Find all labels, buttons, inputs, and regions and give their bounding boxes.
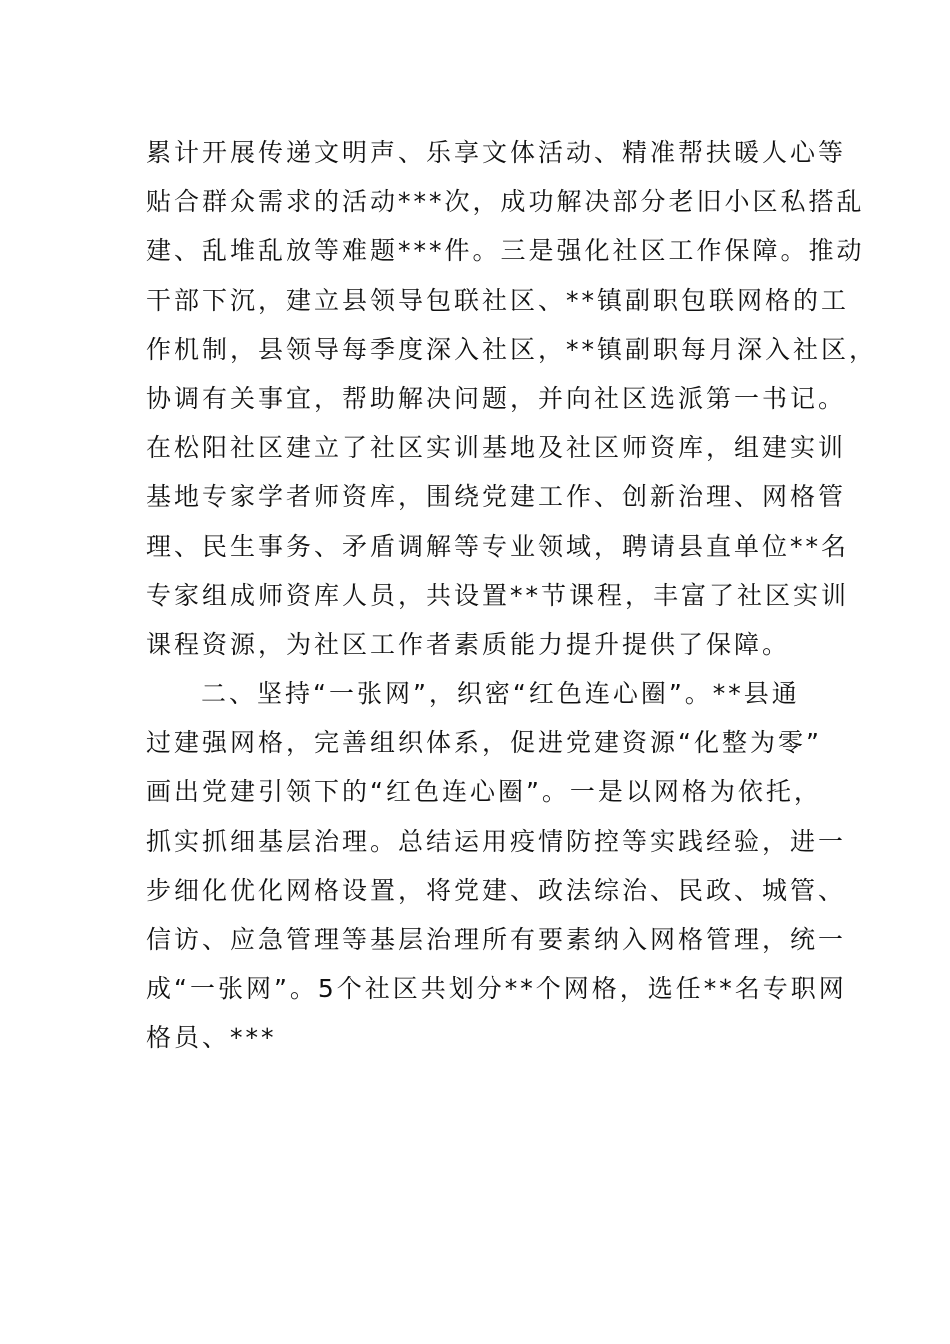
text-line: 画出党建引领下的“红色连心圈”。一是以网格为依托， — [146, 777, 822, 807]
text-line: 基地专家学者师资库，围绕党建工作、创新治理、网格管 — [146, 482, 847, 512]
section-heading-line: 二、坚持“一张网”，织密“红色连心圈”。**县通 — [201, 679, 800, 709]
text-line: 专家组成师资库人员，共设置**节课程，丰富了社区实训 — [146, 580, 850, 610]
document-body — [146, 128, 878, 1063]
text-line: 干部下沉，建立县领导包联社区、**镇副职包联网格的工 — [146, 285, 850, 315]
text-line: 步细化优化网格设置，将党建、政法综治、民政、城管、 — [146, 875, 847, 905]
text-line: 信访、应急管理等基层治理所有要素纳入网格管理，统一 — [146, 925, 847, 954]
text-line: 贴合群众需求的活动***次，成功解决部分老旧小区私搭乱 — [146, 187, 865, 217]
text-line: 累计开展传递文明声、乐享文体活动、精准帮扶暖人心等 — [146, 138, 847, 167]
text-line: 过建强网格，完善组织体系，促进党建资源“化整为零” — [146, 728, 822, 758]
text-line: 课程资源，为社区工作者素质能力提升提供了保障。 — [146, 629, 791, 659]
text-line: 理、民生事务、矛盾调解等专业领域，聘请县直单位**名 — [146, 531, 850, 561]
text-line: 作机制，县领导每季度深入社区，**镇副职每月深入社区， — [146, 334, 878, 364]
text-line: 格员、*** — [146, 1023, 277, 1053]
text-line: 建、乱堆乱放等难题***件。三是强化社区工作保障。推动 — [146, 236, 865, 266]
text-line: 在松阳社区建立了社区实训基地及社区师资库，组建实训 — [146, 433, 847, 463]
text-line: 协调有关事宜，帮助解决问题，并向社区选派第一书记。 — [146, 383, 847, 413]
text-line: 成“一张网”。5个社区共划分**个网格，选任**名专职网 — [146, 974, 847, 1004]
text-line: 抓实抓细基层治理。总结运用疫情防控等实践经验，进一 — [146, 826, 847, 856]
